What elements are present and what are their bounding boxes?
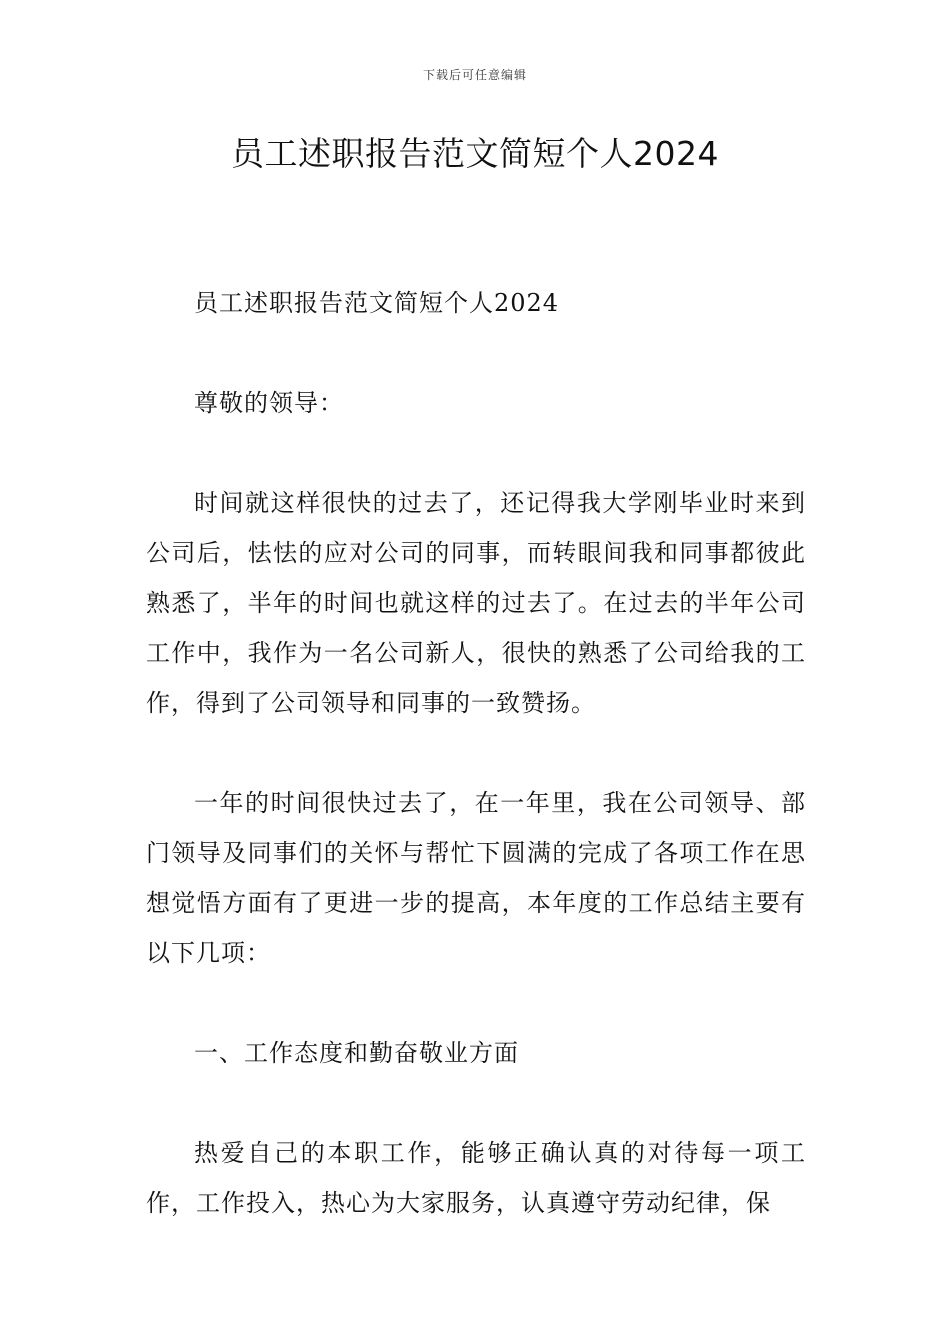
paragraph-summary: 一年的时间很快过去了，在一年里，我在公司领导、部门领导及同事们的关怀与帮忙下圆满的完成了各项工作在思想觉悟方面有了更进一步的提高，本年度的工作总结主要有以下几项： — [146, 789, 806, 967]
paragraph-gap — [146, 728, 806, 778]
paragraph-subtitle: 员工述职报告范文简短个人2024 — [194, 289, 560, 317]
section-heading: 一、工作态度和勤奋敬业方面 — [194, 1039, 519, 1067]
header-note: 下载后可任意编辑 — [422, 68, 527, 82]
paragraph-gap — [146, 978, 806, 1028]
paragraph-gap — [146, 428, 806, 478]
document-body — [146, 278, 806, 1228]
paragraph-gap — [146, 328, 806, 378]
paragraph-intro: 时间就这样很快的过去了，还记得我大学刚毕业时来到公司后，怯怯的应对公司的同事，而转眼间我和同事都彼此熟悉了，半年的时间也就这样的过去了。在过去的半年公司工作中，我作为一名公司新人，很快的熟悉了公司给我的工作，得到了公司领导和同事的一致赞扬。 — [146, 489, 806, 717]
paragraph-gap — [146, 1078, 806, 1128]
paragraph-work-attitude: 热爱自己的本职工作，能够正确认真的对待每一项工作，工作投入，热心为大家服务，认真遵守劳动纪律，保 — [146, 1139, 806, 1217]
paragraph-salutation: 尊敬的领导： — [194, 389, 344, 417]
document-title: 员工述职报告范文简短个人2024 — [231, 134, 719, 173]
